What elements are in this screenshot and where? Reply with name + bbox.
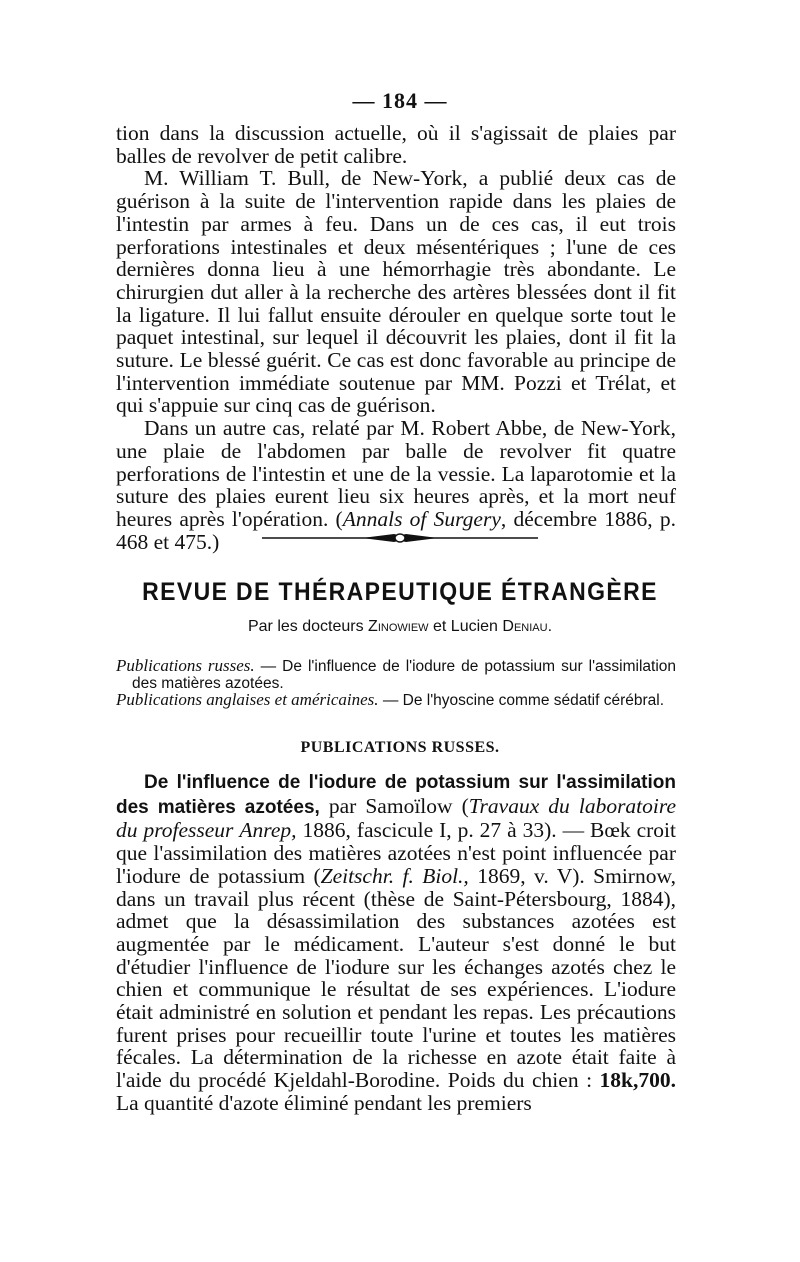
- summary-item-russes: [116, 658, 676, 692]
- dog-weight: 18k,700.: [599, 1068, 676, 1093]
- top-text-block: [116, 122, 676, 553]
- paragraph-bull: M. William T. Bull, de New-York, a publié deux cas de guérison à la suite de l'intervention rapide dans les plaies de l'intestin par armes à feu. Dans un de ces cas, il eut trois perforations intestinales et deux mésentériques ; l'une de ces dernières donna lieu à une hémorrhagie très abondante. Le chirurgien dut aller à la recherche des artères blessées dont il fit la ligature. Il lui fallut ensuite dérouler en quelque sorte tout le paquet intestinal, sur lequel il découvrit les plaies, dont il fit la suture. Le blessé guérit. Ce cas est donc favorable au principe de l'intervention immédiate soutenue par MM. Pozzi et Trélat, et qui s'appuie sur cinq cas de guérison.: [116, 166, 676, 418]
- article-title: De l'influence de l'iodure de potassium sur l'assimilation des matières azotées,: [116, 772, 676, 818]
- summary-text: — De l'influence de l'iodure de potassium sur l'assimilation des matières azotées.: [132, 658, 676, 692]
- authors-line: [0, 618, 800, 636]
- page-number: — 184 —: [352, 88, 448, 113]
- paragraph-continuation: tion dans la discussion actuelle, où il s'agissait de plaies par balles de revolver de petit calibre.: [116, 121, 676, 168]
- article-text: par Samoïlow (: [319, 793, 469, 818]
- article-text: 1886, fascicule I, p. 27 à 33). — Bœk croit que l'assimilation des matières azotées n'est point influencée par l'iodure de potassium (: [116, 818, 677, 888]
- author-deniau: Deniau.: [502, 618, 553, 635]
- authors-mid: et Lucien: [433, 618, 498, 635]
- summary-text: — De l'hyoscine comme sédatif cérébral.: [378, 692, 665, 709]
- article-paragraph: [116, 770, 676, 1115]
- journal-name: Annals of Surgery: [342, 506, 501, 531]
- author-zinowiew: Zinowiew: [368, 618, 429, 635]
- summary-block: [116, 658, 676, 710]
- source-zeitschr: Zeitschr. f. Biol.,: [320, 863, 469, 888]
- authors-prefix: Par les docteurs: [247, 618, 364, 635]
- subheading: PUBLICATIONS RUSSES.: [300, 739, 500, 756]
- source-title: Travaux du laboratoire du professeur: [116, 793, 676, 843]
- article-block: [116, 770, 676, 1115]
- source-title-cont: Anrep,: [239, 818, 297, 843]
- article-text: 1869, v. V). Smirnow, dans un travail plus récent (thèse de Saint-Pétersbourg, 1884), admet que la désassimilation des substances azotées est augmentée par le médicament. L'auteur s'est donné le but d'étudier l'influence de l'iodure sur les échanges azotés chez le chien et communique le résultat de ses expériences. L'iodure était administré en solution et pendant les repas. Les précautions furent prises pour recueillir toute l'urine et toutes les matières fécales. La détermination de la richesse en azote était faite à l'aide du procédé Kjeldahl-Borodine. Poids du chien :: [116, 863, 676, 1093]
- summary-label: Publications anglaises et américaines.: [116, 690, 379, 709]
- abbe-text: Dans un autre cas, relaté par M. Robert Abbe, de New-York, une plaie de l'abdomen par balle de revolver fit quatre perforations de l'intestin et une de la vessie. La laparotomie et la suture des plaies eurent lieu six heures après, et la mort neuf heures après l'opération. (: [116, 416, 676, 531]
- abbe-citation: , décembre 1886, p. 468 et 475.): [116, 506, 676, 554]
- summary-label: Publications russes.: [116, 656, 255, 675]
- section-title: REVUE DE THÉRAPEUTIQUE ÉTRANGÈRE: [142, 578, 658, 606]
- ornamental-rule: [262, 531, 538, 545]
- article-text: La quantité d'azote éliminé pendant les premiers: [116, 1090, 532, 1115]
- summary-item-anglaises: [116, 692, 676, 710]
